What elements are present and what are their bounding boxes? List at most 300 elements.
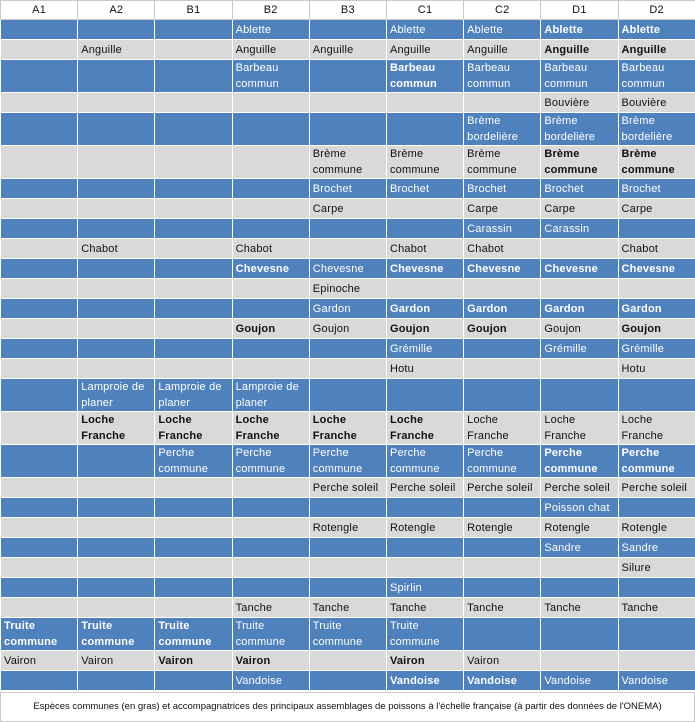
table-cell-b3: Epinoche [309, 279, 386, 299]
table-cell-b2 [232, 339, 309, 359]
table-cell-a1 [1, 239, 78, 259]
table-cell-c2 [464, 498, 541, 518]
table-cell-c1 [386, 379, 463, 412]
table-row [1, 498, 695, 518]
column-header-b1: B1 [155, 1, 232, 20]
table-cell-d1 [541, 578, 618, 598]
table-cell-a2 [78, 146, 155, 179]
table-row [1, 578, 695, 598]
table-cell-d2: Anguille [618, 40, 695, 60]
table-cell-b3 [309, 359, 386, 379]
table-cell-b1 [155, 598, 232, 618]
table-cell-b3: Brochet [309, 179, 386, 199]
table-cell-a1: Truite commune [1, 618, 78, 651]
table-cell-d1 [541, 558, 618, 578]
table-cell-a1 [1, 113, 78, 146]
table-row [1, 20, 695, 40]
table-cell-d2 [618, 279, 695, 299]
table-cell-c2 [464, 279, 541, 299]
table-cell-c1: Brème commune [386, 146, 463, 179]
table-cell-d2: Grémille [618, 339, 695, 359]
table-cell-a2 [78, 339, 155, 359]
table-cell-a2 [78, 578, 155, 598]
column-header-a1: A1 [1, 1, 78, 20]
table-cell-c2 [464, 558, 541, 578]
table-caption: Espèces communes (en gras) et accompagnatrices des principaux assemblages de poissons à l'échelle française (à partir des données de l'ONEMA) [0, 692, 695, 722]
table-cell-c2 [464, 359, 541, 379]
table-row [1, 538, 695, 558]
table-cell-a1 [1, 40, 78, 60]
table-cell-c2 [464, 339, 541, 359]
table-cell-c2 [464, 618, 541, 651]
table-cell-d2: Ablette [618, 20, 695, 40]
table-cell-c2: Loche Franche [464, 412, 541, 445]
table-cell-d2: Loche Franche [618, 412, 695, 445]
table-cell-b2 [232, 558, 309, 578]
table-cell-a1 [1, 498, 78, 518]
table-cell-c1 [386, 93, 463, 113]
table-cell-c1: Goujon [386, 319, 463, 339]
table-cell-a2: Vairon [78, 651, 155, 671]
table-cell-c2: Brème bordelière [464, 113, 541, 146]
table-cell-b2: Truite commune [232, 618, 309, 651]
table-cell-a1 [1, 445, 78, 478]
table-cell-c2: Goujon [464, 319, 541, 339]
table-cell-d1: Grémille [541, 339, 618, 359]
table-cell-c1 [386, 199, 463, 219]
table-cell-b1 [155, 179, 232, 199]
table-cell-a1 [1, 259, 78, 279]
table-cell-b2: Tanche [232, 598, 309, 618]
table-cell-d2: Brème bordelière [618, 113, 695, 146]
table-cell-a2 [78, 20, 155, 40]
table-cell-b2 [232, 113, 309, 146]
table-cell-a1 [1, 60, 78, 93]
table-cell-d2: Goujon [618, 319, 695, 339]
table-cell-c2: Carpe [464, 199, 541, 219]
table-cell-d1: Rotengle [541, 518, 618, 538]
table-cell-a2 [78, 478, 155, 498]
table-cell-d1: Brème bordelière [541, 113, 618, 146]
table-cell-b3 [309, 671, 386, 691]
table-cell-b2 [232, 146, 309, 179]
table-row [1, 518, 695, 538]
table-row [1, 239, 695, 259]
table-row [1, 199, 695, 219]
table-cell-a1 [1, 671, 78, 691]
table-cell-b2 [232, 219, 309, 239]
table-cell-c1: Anguille [386, 40, 463, 60]
table-cell-b2: Goujon [232, 319, 309, 339]
table-cell-b3: Perche soleil [309, 478, 386, 498]
table-cell-a1 [1, 339, 78, 359]
table-cell-a2 [78, 259, 155, 279]
table-cell-a2 [78, 445, 155, 478]
table-cell-d2: Barbeau commun [618, 60, 695, 93]
table-cell-a2 [78, 598, 155, 618]
table-row [1, 93, 695, 113]
table-cell-c2: Barbeau commun [464, 60, 541, 93]
table-cell-b3: Anguille [309, 40, 386, 60]
table-cell-b1 [155, 40, 232, 60]
table-cell-a2 [78, 60, 155, 93]
table-cell-c1 [386, 219, 463, 239]
table-cell-a2 [78, 299, 155, 319]
table-cell-a2 [78, 671, 155, 691]
table-cell-a1 [1, 379, 78, 412]
table-cell-b2 [232, 179, 309, 199]
table-cell-a2 [78, 319, 155, 339]
table-cell-b2 [232, 279, 309, 299]
table-cell-a1 [1, 359, 78, 379]
table-body [1, 20, 695, 691]
table-cell-c2: Chabot [464, 239, 541, 259]
table-cell-a1 [1, 538, 78, 558]
table-cell-c1 [386, 279, 463, 299]
header-row [1, 1, 695, 20]
column-header-d2: D2 [618, 1, 695, 20]
table-cell-d1: Brochet [541, 179, 618, 199]
table-cell-b2 [232, 518, 309, 538]
table-cell-d2: Perche soleil [618, 478, 695, 498]
table-cell-b1 [155, 671, 232, 691]
column-header-d1: D1 [541, 1, 618, 20]
table-cell-a1 [1, 199, 78, 219]
column-header-c1: C1 [386, 1, 463, 20]
table-cell-d1: Bouvière [541, 93, 618, 113]
table-cell-b1: Loche Franche [155, 412, 232, 445]
table-cell-b2: Ablette [232, 20, 309, 40]
table-cell-c2 [464, 538, 541, 558]
table-cell-a2: Chabot [78, 239, 155, 259]
table-cell-b2: Anguille [232, 40, 309, 60]
table-cell-b3 [309, 60, 386, 93]
table-cell-c2: Vairon [464, 651, 541, 671]
table-cell-c1: Hotu [386, 359, 463, 379]
table-cell-d2: Perche commune [618, 445, 695, 478]
table-cell-d2 [618, 219, 695, 239]
table-cell-c1: Perche soleil [386, 478, 463, 498]
table-row [1, 558, 695, 578]
table-cell-d2: Bouvière [618, 93, 695, 113]
column-header-a2: A2 [78, 1, 155, 20]
table-cell-c1: Spirlin [386, 578, 463, 598]
table-cell-c1: Truite commune [386, 618, 463, 651]
table-row [1, 279, 695, 299]
table-cell-b2 [232, 93, 309, 113]
table-cell-a1 [1, 478, 78, 498]
table-cell-c2 [464, 578, 541, 598]
table-cell-a1 [1, 598, 78, 618]
table-cell-b1 [155, 199, 232, 219]
table-row [1, 339, 695, 359]
table-cell-b2: Lamproie de planer [232, 379, 309, 412]
table-cell-c1: Perche commune [386, 445, 463, 478]
table-cell-d2: Brochet [618, 179, 695, 199]
table-cell-b3 [309, 379, 386, 412]
table-cell-a2 [78, 93, 155, 113]
table-row [1, 40, 695, 60]
table-cell-d2: Silure [618, 558, 695, 578]
table-cell-d2: Rotengle [618, 518, 695, 538]
table-cell-b1 [155, 239, 232, 259]
table-cell-d2 [618, 578, 695, 598]
table-cell-b3 [309, 578, 386, 598]
table-cell-b3: Rotengle [309, 518, 386, 538]
table-cell-b2: Perche commune [232, 445, 309, 478]
table-cell-d1: Vandoise [541, 671, 618, 691]
table-cell-d2 [618, 651, 695, 671]
table-cell-b3: Goujon [309, 319, 386, 339]
table-cell-c1 [386, 113, 463, 146]
table-cell-a1: Vairon [1, 651, 78, 671]
table-cell-a2 [78, 219, 155, 239]
table-cell-c2: Tanche [464, 598, 541, 618]
table-cell-b3 [309, 219, 386, 239]
table-cell-b1 [155, 538, 232, 558]
table-header [1, 1, 695, 20]
table-cell-b1 [155, 93, 232, 113]
table-row [1, 146, 695, 179]
table-cell-b1 [155, 518, 232, 538]
table-cell-b2: Chevesne [232, 259, 309, 279]
table-cell-a1 [1, 179, 78, 199]
table-cell-a2 [78, 558, 155, 578]
table-cell-a2 [78, 498, 155, 518]
table-cell-d2: Carpe [618, 199, 695, 219]
table-cell-a2: Loche Franche [78, 412, 155, 445]
table-cell-a1 [1, 20, 78, 40]
table-cell-d1: Anguille [541, 40, 618, 60]
table-cell-a2: Anguille [78, 40, 155, 60]
table-cell-c2: Anguille [464, 40, 541, 60]
table-cell-d2 [618, 618, 695, 651]
table-cell-c1: Vandoise [386, 671, 463, 691]
table-cell-b1 [155, 20, 232, 40]
column-header-c2: C2 [464, 1, 541, 20]
table-row [1, 113, 695, 146]
table-cell-b3: Truite commune [309, 618, 386, 651]
table-cell-b3: Carpe [309, 199, 386, 219]
table-row [1, 445, 695, 478]
table-cell-b1: Perche commune [155, 445, 232, 478]
table-cell-c1: Brochet [386, 179, 463, 199]
table-cell-c2: Ablette [464, 20, 541, 40]
table-cell-d1: Sandre [541, 538, 618, 558]
table-cell-b1 [155, 558, 232, 578]
table-cell-c1: Grémille [386, 339, 463, 359]
table-cell-d2: Hotu [618, 359, 695, 379]
table-cell-d2: Tanche [618, 598, 695, 618]
table-cell-a2 [78, 113, 155, 146]
table-cell-d1 [541, 618, 618, 651]
table-cell-c2: Vandoise [464, 671, 541, 691]
table-cell-d1: Barbeau commun [541, 60, 618, 93]
table-cell-b2: Chabot [232, 239, 309, 259]
table-cell-b2: Vairon [232, 651, 309, 671]
table-row [1, 60, 695, 93]
table-cell-d2: Chevesne [618, 259, 695, 279]
table-row [1, 219, 695, 239]
table-cell-b3 [309, 113, 386, 146]
table-cell-d2: Vandoise [618, 671, 695, 691]
table-cell-d2: Gardon [618, 299, 695, 319]
table-cell-b1: Truite commune [155, 618, 232, 651]
table-cell-b3 [309, 538, 386, 558]
table-cell-a2: Truite commune [78, 618, 155, 651]
table-cell-a2 [78, 538, 155, 558]
table-cell-a2 [78, 199, 155, 219]
table-cell-c1: Chevesne [386, 259, 463, 279]
table-cell-b1 [155, 60, 232, 93]
table-cell-b1 [155, 219, 232, 239]
table-cell-a1 [1, 558, 78, 578]
table-cell-d1: Perche commune [541, 445, 618, 478]
table-cell-c2 [464, 93, 541, 113]
table-row [1, 319, 695, 339]
table-cell-b3 [309, 239, 386, 259]
table-cell-d1: Gardon [541, 299, 618, 319]
table-cell-b3 [309, 498, 386, 518]
table-cell-b1 [155, 279, 232, 299]
table-cell-a2: Lamproie de planer [78, 379, 155, 412]
table-cell-c1: Gardon [386, 299, 463, 319]
table-cell-c1: Vairon [386, 651, 463, 671]
table-cell-c2: Perche soleil [464, 478, 541, 498]
table-cell-d1 [541, 239, 618, 259]
table-row [1, 299, 695, 319]
table-cell-c2: Brème commune [464, 146, 541, 179]
table-cell-b2 [232, 299, 309, 319]
table-cell-c1 [386, 538, 463, 558]
table-cell-a1 [1, 299, 78, 319]
table-cell-b2 [232, 199, 309, 219]
table-cell-d2: Sandre [618, 538, 695, 558]
table-cell-a2 [78, 359, 155, 379]
table-cell-c2: Rotengle [464, 518, 541, 538]
table-cell-d1: Ablette [541, 20, 618, 40]
table-cell-c1: Rotengle [386, 518, 463, 538]
table-cell-d1: Carpe [541, 199, 618, 219]
table-cell-c2: Brochet [464, 179, 541, 199]
table-cell-a1 [1, 319, 78, 339]
table-cell-b1 [155, 339, 232, 359]
table-cell-d1: Loche Franche [541, 412, 618, 445]
table-cell-b3: Chevesne [309, 259, 386, 279]
table-cell-b3: Tanche [309, 598, 386, 618]
table-cell-b2 [232, 478, 309, 498]
table-cell-b3: Brème commune [309, 146, 386, 179]
table-row [1, 598, 695, 618]
table-cell-a2 [78, 518, 155, 538]
table-row [1, 671, 695, 691]
table-cell-b2: Loche Franche [232, 412, 309, 445]
table-cell-c1 [386, 558, 463, 578]
table-cell-b2 [232, 498, 309, 518]
table-cell-d2: Brème commune [618, 146, 695, 179]
table-cell-c1: Ablette [386, 20, 463, 40]
table-cell-c1 [386, 498, 463, 518]
table-cell-d1: Brème commune [541, 146, 618, 179]
table-cell-b1 [155, 113, 232, 146]
column-header-b2: B2 [232, 1, 309, 20]
table-cell-d1 [541, 379, 618, 412]
table-cell-a2 [78, 279, 155, 299]
table-row [1, 651, 695, 671]
table-cell-c2: Gardon [464, 299, 541, 319]
table-cell-b1 [155, 498, 232, 518]
table-cell-a1 [1, 146, 78, 179]
table-cell-d1: Poisson chat [541, 498, 618, 518]
table-row [1, 179, 695, 199]
table-cell-c2: Chevesne [464, 259, 541, 279]
table-cell-b2 [232, 359, 309, 379]
table-cell-d2 [618, 498, 695, 518]
table-cell-d1: Tanche [541, 598, 618, 618]
table-cell-d1 [541, 279, 618, 299]
table-row [1, 379, 695, 412]
table-cell-d1: Goujon [541, 319, 618, 339]
table-cell-d1: Carassin [541, 219, 618, 239]
table-cell-b1 [155, 478, 232, 498]
table-cell-b3 [309, 558, 386, 578]
table-cell-b2 [232, 538, 309, 558]
table-cell-c1: Chabot [386, 239, 463, 259]
table-cell-c1: Loche Franche [386, 412, 463, 445]
table-cell-b1 [155, 578, 232, 598]
table-cell-d1: Chevesne [541, 259, 618, 279]
table-cell-c2 [464, 379, 541, 412]
table-cell-a1 [1, 93, 78, 113]
table-cell-b1 [155, 146, 232, 179]
table-cell-d2: Chabot [618, 239, 695, 259]
column-header-b3: B3 [309, 1, 386, 20]
table-cell-b2: Barbeau commun [232, 60, 309, 93]
table-cell-d2 [618, 379, 695, 412]
table-cell-a1 [1, 518, 78, 538]
table-cell-a1 [1, 578, 78, 598]
table-cell-b3 [309, 339, 386, 359]
table-cell-b1 [155, 319, 232, 339]
table-cell-c2: Carassin [464, 219, 541, 239]
table-cell-b1: Vairon [155, 651, 232, 671]
table-row [1, 412, 695, 445]
table-cell-c2: Perche commune [464, 445, 541, 478]
table-row [1, 478, 695, 498]
table-cell-b3 [309, 93, 386, 113]
table-cell-a2 [78, 179, 155, 199]
table-row [1, 618, 695, 651]
table-cell-b1 [155, 259, 232, 279]
table-cell-b1 [155, 299, 232, 319]
table-cell-d1: Perche soleil [541, 478, 618, 498]
table-cell-a1 [1, 279, 78, 299]
table-cell-b3: Loche Franche [309, 412, 386, 445]
table-cell-a1 [1, 219, 78, 239]
table-row [1, 359, 695, 379]
table-cell-b1: Lamproie de planer [155, 379, 232, 412]
table-cell-b3: Perche commune [309, 445, 386, 478]
table-cell-b3 [309, 20, 386, 40]
table-cell-d1 [541, 651, 618, 671]
table-cell-b3: Gardon [309, 299, 386, 319]
table-cell-b1 [155, 359, 232, 379]
table-cell-a1 [1, 412, 78, 445]
table-cell-c1: Tanche [386, 598, 463, 618]
table-cell-b3 [309, 651, 386, 671]
table-cell-c1: Barbeau commun [386, 60, 463, 93]
table-cell-b2 [232, 578, 309, 598]
